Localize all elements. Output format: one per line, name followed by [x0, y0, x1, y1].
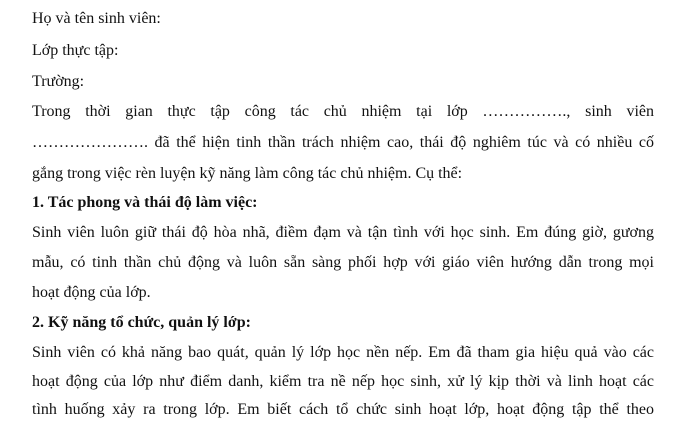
intro-line-2: …………………. đã thể hiện tinh thần trách nhiệm cao, thái độ nghiêm túc và có nhiều cố [32, 134, 654, 151]
section-1-line-2: mẫu, có tinh thần chủ động và luôn sẵn sàng phối hợp với giáo viên hướng dẫn trong mọi [32, 254, 654, 271]
practice-class-label: Lớp thực tập: [32, 42, 119, 59]
intro-line-3: gắng trong việc rèn luyện kỹ năng làm công tác chủ nhiệm. Cụ thể: [32, 165, 463, 182]
student-name-label: Họ và tên sinh viên: [32, 10, 161, 27]
section-1-heading: 1. Tác phong và thái độ làm việc: [32, 194, 258, 211]
section-1-line-3: hoạt động của lớp. [32, 284, 151, 301]
section-2-line-2: hoạt động của lớp như điểm danh, kiểm tra nề nếp học sinh, xử lý kịp thời và linh hoạt các [32, 373, 654, 390]
school-label: Trường: [32, 73, 85, 90]
section-2-line-1: Sinh viên có khả năng bao quát, quản lý lớp học nền nếp. Em đã tham gia hiệu quả vào các [32, 344, 654, 361]
section-2-line-3: tình huống xảy ra trong lớp. Em biết cách tổ chức sinh hoạt lớp, hoạt động tập thể theo [32, 401, 654, 418]
section-1-line-1: Sinh viên luôn giữ thái độ hòa nhã, điềm đạm và tận tình với học sinh. Em đúng giờ, gương [32, 224, 654, 241]
intro-line-1: Trong thời gian thực tập công tác chủ nhiệm tại lớp ……………., sinh viên [32, 103, 654, 120]
section-2-heading: 2. Kỹ năng tổ chức, quản lý lớp: [32, 314, 251, 331]
